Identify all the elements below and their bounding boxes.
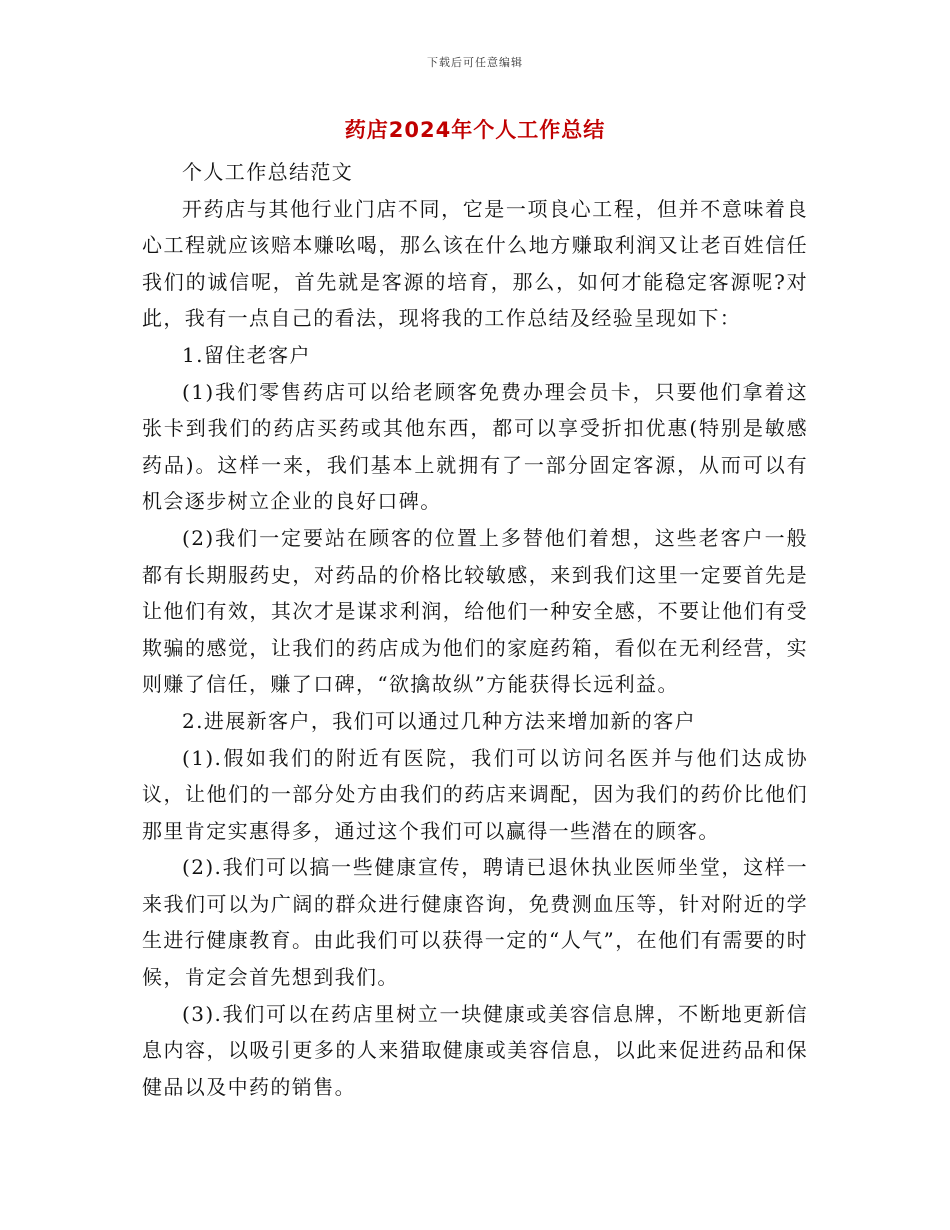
document-body — [142, 154, 808, 1105]
paragraph-health-promotion: (2).我们可以搞一些健康宣传，聘请已退休执业医师坐堂，这样一来我们可以为广阔的群众进行健康咨询，免费测血压等，针对附近的学生进行健康教育。由此我们可以获得一定的“人气”，在他们有需要的时候，肯定会首先想到我们。 — [142, 855, 808, 990]
header-note: 下载后可任意编辑 — [427, 56, 523, 69]
document-title: 药店2024年个人工作总结 — [344, 118, 606, 142]
section-label: 个人工作总结范文 — [182, 160, 354, 184]
paragraph-info-board: (3).我们可以在药店里树立一块健康或美容信息牌，不断地更新信息内容，以吸引更多的人来猎取健康或美容信息，以此来促进药品和保健品以及中药的销售。 — [142, 1001, 808, 1099]
paragraph-hospital-cooperation: (1).假如我们的附近有医院，我们可以访问名医并与他们达成协议，让他们的一部分处方由我们的药店来调配，因为我们的药价比他们那里肯定实惠得多，通过这个我们可以赢得一些潜在的顾客。 — [142, 745, 808, 843]
intro-paragraph: 开药店与其他行业门店不同，它是一项良心工程，但并不意味着良心工程就应该赔本赚吆喝，那么该在什么地方赚取利润又让老百姓信任我们的诚信呢，首先就是客源的培育，那么，如何才能稳定客源呢?对此，我有一点自己的看法，现将我的工作总结及经验呈现如下： — [142, 196, 808, 331]
heading-retain-customers: 1.留住老客户 — [182, 342, 311, 367]
paragraph-customer-care: (2)我们一定要站在顾客的位置上多替他们着想，这些老客户一般都有长期服药史，对药品的价格比较敏感，来到我们这里一定要首先是让他们有效，其次才是谋求利润，给他们一种安全感，不要让他们有受欺骗的感觉，让我们的药店成为他们的家庭药箱，看似在无利经营，实则赚了信任，赚了口碑，“欲擒故纵”方能获得长远利益。 — [142, 525, 808, 697]
heading-new-customers: 2.进展新客户，我们可以通过几种方法来增加新的客户 — [182, 708, 697, 733]
paragraph-membership-card: (1)我们零售药店可以给老顾客免费办理会员卡，只要他们拿着这张卡到我们的药店买药或其他东西，都可以享受折扣优惠(特别是敏感药品)。这样一来，我们基本上就拥有了一部分固定客源，从而可以有机会逐步树立企业的良好口碑。 — [142, 379, 808, 514]
